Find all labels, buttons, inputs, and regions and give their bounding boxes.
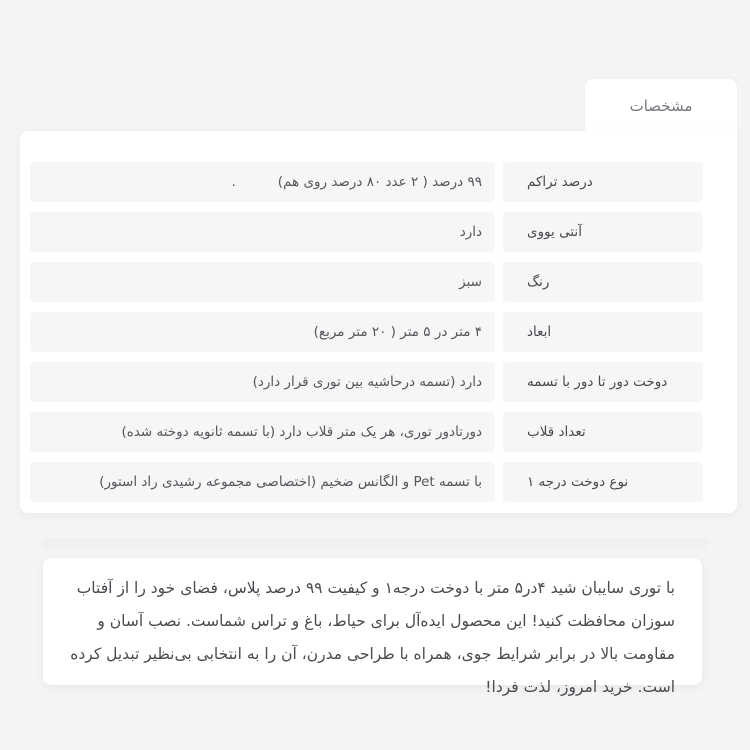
spec-value-dimensions: ۴ متر در ۵ متر ( ۲۰ متر مربع) <box>30 312 495 352</box>
spec-value-suffix: . <box>231 174 236 190</box>
tab-specifications-label: مشخصات <box>629 96 693 115</box>
table-row <box>30 262 703 302</box>
tab-specifications[interactable] <box>585 79 737 132</box>
spec-label-edge-stitching: دوخت دور تا دور با تسمه <box>503 362 703 402</box>
cell-gap <box>495 462 503 502</box>
product-description: با توری سایبان شید ۴در۵ متر با دوخت درجه۱ و کیفیت ۹۹ درصد پلاس، فضای خود را از آفتاب سوزان محافظت کنید! این محصول ایده‌آل برای حیاط، باغ و تراس شماست. نصب آسان و مقاومت بالا در برابر شرایط جوی، همراه با طراحی مدرن، آن را به انتخابی بی‌نظیر تبدیل کرده است. خرید امروز، لذت فردا! <box>70 579 675 696</box>
spec-label-density: درصد تراکم <box>503 162 703 202</box>
table-row <box>30 362 703 402</box>
table-row <box>30 412 703 452</box>
cell-gap <box>495 362 503 402</box>
cell-gap <box>495 212 503 252</box>
table-row <box>30 212 703 252</box>
specifications-card <box>20 131 737 513</box>
spec-value-edge-stitching: دارد (تسمه درحاشیه بین توری قرار دارد) <box>30 362 495 402</box>
spec-value-text: ۹۹ درصد ( ۲ عدد ۸۰ درصد روی هم) <box>277 174 482 190</box>
cell-gap <box>495 162 503 202</box>
card-divider <box>42 538 708 548</box>
cell-gap <box>495 262 503 302</box>
table-row <box>30 312 703 352</box>
spec-label-anti-uv: آنتی یووی <box>503 212 703 252</box>
cell-gap <box>495 412 503 452</box>
spec-value-anti-uv: دارد <box>30 212 495 252</box>
spec-label-hook-count: تعداد قلاب <box>503 412 703 452</box>
spec-value-color: سبز <box>30 262 495 302</box>
spec-label-dimensions: ابعاد <box>503 312 703 352</box>
spec-label-color: رنگ <box>503 262 703 302</box>
spec-label-stitch-type: نوع دوخت درجه ۱ <box>503 462 703 502</box>
spec-value-stitch-type: با تسمه Pet و الگانس ضخیم (اختصاصی مجموعه رشیدی راد استور) <box>30 462 495 502</box>
spec-value-hook-count: دورتادور توری، هر یک متر قلاب دارد (با تسمه ثانویه دوخته شده) <box>30 412 495 452</box>
cell-gap <box>495 312 503 352</box>
spec-value-density <box>30 162 495 202</box>
table-row <box>30 162 703 202</box>
table-row <box>30 462 703 502</box>
description-card <box>43 558 702 696</box>
